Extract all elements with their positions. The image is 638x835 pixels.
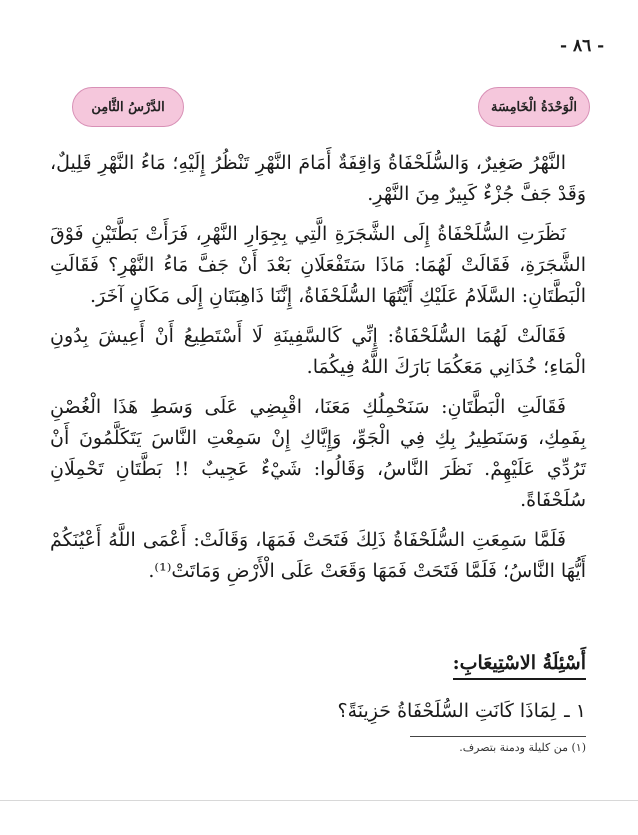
questions-heading [50, 652, 586, 674]
footnote: (١) من كليلة ودمنة بتصرف. [459, 741, 586, 754]
page-edge-line [0, 800, 638, 801]
questions-heading-text: أَسْئِلَةُ الاسْتِيعَابِ: [453, 652, 586, 680]
paragraph: فَقَالَتِ الْبَطَّتَانِ: سَنَحْمِلُكِ مَعَنَا، اقْبِضِي عَلَى وَسَطِ هَذَا الْغُصْنِ بِفَمِكِ، وَسَنَطِيرُ بِكِ فِي الْجَوِّ، وَإِيَّاكِ إِنْ سَمِعْتِ النَّاسَ يَتَكَلَّمُونَ أَنْ تَرُدِّي عَلَيْهِمْ. نَظَرَ النَّاسُ، وَقَالُوا: شَيْءٌ عَجِيبٌ !! بَطَّتَانِ تَحْمِلَانِ سُلَحْفَاةً. [50, 396, 586, 511]
footnote-divider [410, 736, 586, 737]
paragraph: فَلَمَّا سَمِعَتِ السُّلَحْفَاةُ ذَلِكَ فَتَحَتْ فَمَهَا، وَقَالَتْ: أَعْمَى اللَّهُ أَعْيُنَكُمْ أَيُّهَا النَّاسُ؛ فَلَمَّا فَتَحَتْ فَمَهَا وَقَعَتْ عَلَى الْأَرْضِ وَمَاتَتْ⁽¹⁾. [50, 529, 586, 582]
page-number: - ٨٦ - [560, 36, 605, 56]
question-item [50, 700, 586, 722]
paragraph: نَظَرَتِ السُّلَحْفَاةُ إِلَى الشَّجَرَةِ الَّتِي بِجِوَارِ النَّهْرِ، فَرَأَتْ بَطَّتَيْنِ فَوْقَ الشَّجَرَةِ، فَقَالَتْ لَهُمَا: مَاذَا سَتَفْعَلَانِ بَعْدَ أَنْ جَفَّ مَاءُ النَّهْرِ؟ فَقَالَتِ الْبَطَّتَانِ: السَّلَامُ عَلَيْكِ أَيَّتُهَا السُّلَحْفَاةُ، إِنَّنَا ذَاهِبَتَانِ إِلَى مَكَانٍ آخَرَ. [50, 223, 586, 307]
paragraph: فَقَالَتْ لَهُمَا السُّلَحْفَاةُ: إِنِّي كَالسَّفِينَةِ لَا أَسْتَطِيعُ أَنْ أَعِيشَ بِدُونِ الْمَاءِ؛ خُذَانِي مَعَكُمَا بَارَكَ اللَّهُ فِيكُمَا. [50, 325, 586, 378]
story-text [50, 148, 586, 596]
question-text: لِمَاذَا كَانَتِ السُّلَحْفَاةُ حَزِينَةً؟ [337, 700, 557, 722]
lesson-badge: الدَّرْسُ الثَّامِن [72, 87, 184, 127]
question-number: ١ ـ [564, 700, 586, 722]
paragraph: النَّهْرُ صَغِيرٌ، وَالسُّلَحْفَاةُ وَاقِفَةٌ أَمَامَ النَّهْرِ تَنْظُرُ إِلَيْهِ؛ مَاءُ النَّهْرِ قَلِيلٌ، وَقَدْ جَفَّ جُزْءٌ كَبِيرٌ مِنَ النَّهْرِ. [50, 152, 586, 205]
unit-badge: الْوَحْدَةُ الْخَامِسَة [478, 87, 590, 127]
